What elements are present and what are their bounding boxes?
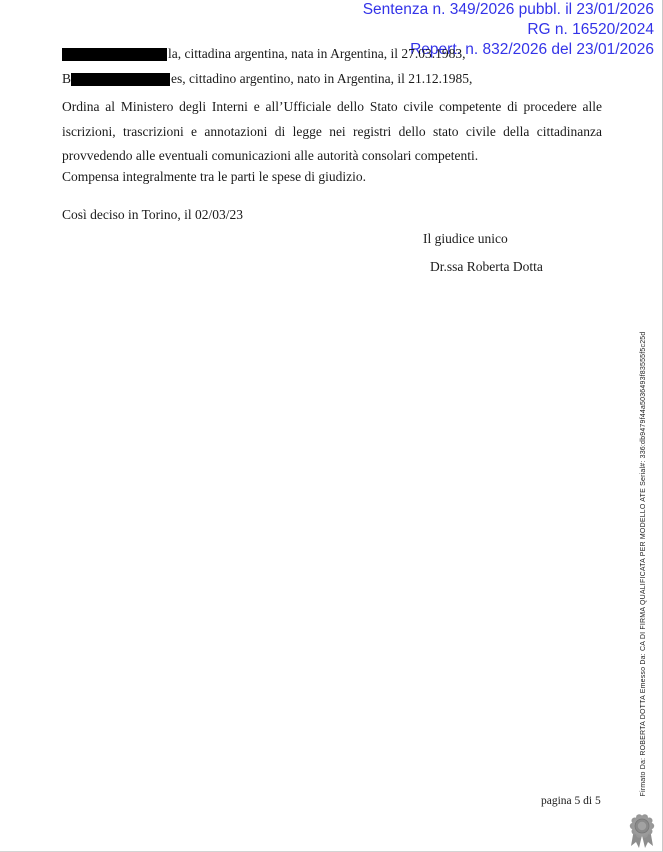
ordina-paragraph bbox=[62, 95, 602, 169]
party-2-text: es, cittadino argentino, nato in Argentina, il 21.12.1985, bbox=[171, 71, 473, 86]
judge-role: Il giudice unico bbox=[423, 231, 508, 246]
digital-signature-vertical-text: Firmato Da: ROBERTA DOTTA Emesso Da: CA DI FIRMA QUALIFICATA PER MODELLO ATE Serial#: 336:db9479f44a5036493f83555f5c25d bbox=[640, 331, 647, 797]
party-1-text: la, cittadina argentina, nata in Argentina, il 27.03.1983, bbox=[168, 46, 466, 61]
party-line-2 bbox=[62, 70, 472, 87]
page-indicator: pagina 5 di 5 bbox=[541, 795, 601, 807]
header-repert-number: Repert. n. 832/2026 del 23/01/2026 bbox=[410, 41, 654, 58]
compensa-line: Compensa integralmente tra le parti le spese di giudizio. bbox=[62, 169, 367, 184]
redaction-box-1 bbox=[62, 48, 167, 61]
party-line-1 bbox=[62, 45, 466, 62]
judge-name: Dr.ssa Roberta Dotta bbox=[430, 259, 543, 274]
header-rg-number: RG n. 16520/2024 bbox=[527, 21, 654, 38]
party-2-prefix: B bbox=[62, 71, 72, 86]
ordina-line-3: provvedendo alle eventuali comunicazioni alle autorità consolari competenti. bbox=[62, 148, 479, 163]
ordina-line-2: iscrizioni, trascrizioni e annotazioni di legge nei registri dello stato civile della cittadinanza bbox=[62, 123, 602, 139]
header-sentenza-number: Sentenza n. 349/2026 pubbl. il 23/01/2026 bbox=[362, 1, 654, 18]
certificate-seal-icon bbox=[626, 814, 658, 850]
decision-place-date: Così deciso in Torino, il 02/03/23 bbox=[62, 207, 244, 222]
ordina-line-1: Ordina al Ministero degli Interni e all’Ufficiale dello Stato civile competente di procedere alle bbox=[62, 99, 602, 114]
redaction-box-2 bbox=[71, 73, 170, 86]
